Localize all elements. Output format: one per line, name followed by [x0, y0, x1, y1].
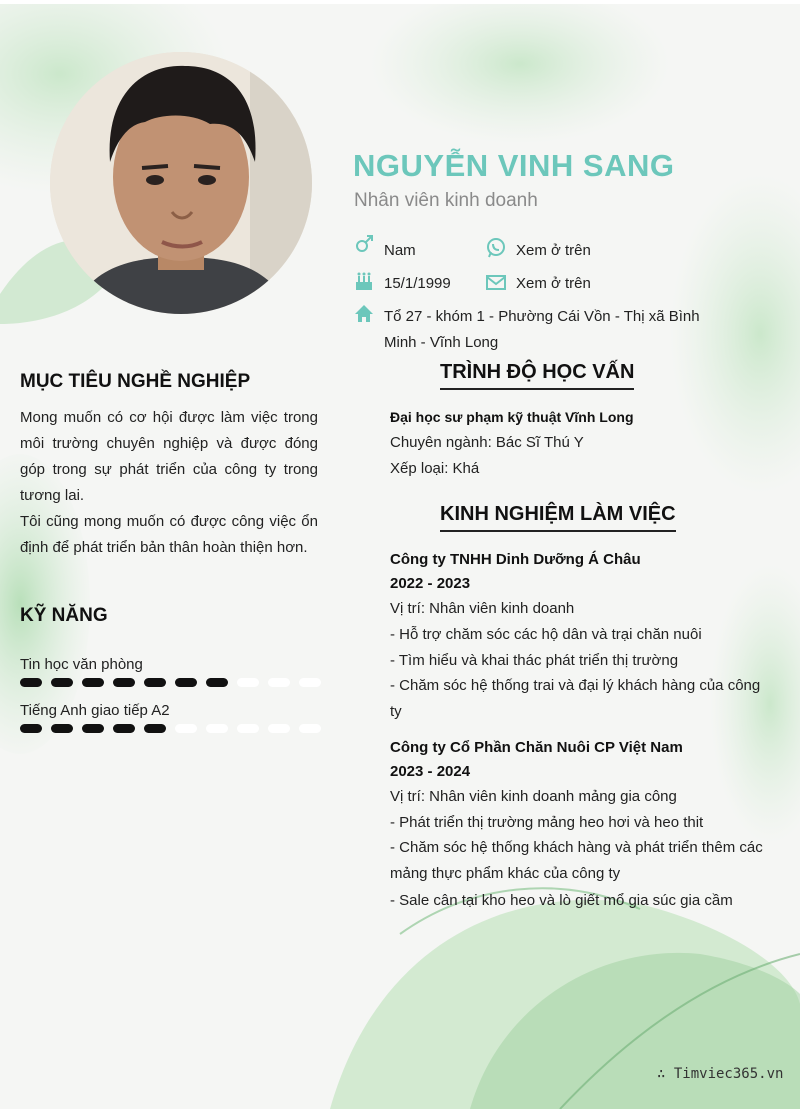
education-grade: Xếp loại: Khá	[390, 460, 480, 477]
job-2-duty-1: - Phát triển thị trường mảng heo hơi và heo thit	[390, 814, 704, 831]
profile-photo	[50, 52, 312, 314]
skill-dot-filled	[82, 724, 104, 733]
skill-dot-filled	[206, 678, 228, 687]
address-line-1: Tổ 27 - khóm 1 - Phường Cái Vồn - Thị xã Bình	[384, 308, 700, 325]
skill-dot-filled	[20, 724, 42, 733]
email-value: Xem ở trên	[516, 275, 591, 292]
job-1-company: Công ty TNHH Dinh Dưỡng Á Châu	[390, 551, 641, 568]
skill-dot-filled	[82, 678, 104, 687]
job-2-duty-2: - Chăm sóc hệ thống khách hàng và phát triển thêm các mảng thực phẩm khác của công ty	[390, 839, 763, 882]
skill-dot-empty	[268, 724, 290, 733]
job-title: Nhân viên kinh doanh	[354, 190, 538, 211]
skill-dot-filled	[144, 724, 166, 733]
job-1-position: Vị trí: Nhân viên kinh doanh	[390, 600, 575, 617]
objective-paragraph-1: Mong muốn có cơ hội được làm việc trong môi trường chuyên nghiệp và được đóng góp trong sự phát triển của công ty trong tương lai.	[20, 409, 318, 504]
skill-dot-empty	[268, 678, 290, 687]
skill-dot-filled	[175, 678, 197, 687]
cv-page	[0, 4, 800, 1109]
avatar-illustration	[50, 52, 312, 314]
birthdate-value: 15/1/1999	[384, 275, 451, 292]
job-1-period: 2022 - 2023	[390, 575, 471, 592]
job-2-position: Vị trí: Nhân viên kinh doanh mảng gia công	[390, 788, 677, 805]
skill-dot-filled	[144, 678, 166, 687]
candidate-name: NGUYỄN VINH SANG	[353, 148, 675, 183]
skill-dot-filled	[113, 724, 135, 733]
skill-rating-english	[20, 724, 320, 734]
address-line-2: Minh - Vĩnh Long	[384, 334, 499, 351]
skill-dot-filled	[51, 678, 73, 687]
skill-dot-empty	[299, 724, 321, 733]
skill-dot-filled	[113, 678, 135, 687]
job-2-company: Công ty Cổ Phần Chăn Nuôi CP Việt Nam	[390, 739, 683, 756]
phone-value: Xem ở trên	[516, 242, 591, 259]
email-envelope-icon	[486, 272, 506, 292]
skill-dot-empty	[237, 724, 259, 733]
home-address-icon	[354, 304, 374, 324]
whatsapp-phone-icon	[486, 238, 506, 258]
skill-dot-filled	[51, 724, 73, 733]
education-school: Đại học sư phạm kỹ thuật Vĩnh Long	[390, 409, 634, 425]
skill-label-office: Tin học văn phòng	[20, 656, 143, 673]
gender-value: Nam	[384, 242, 416, 259]
gender-icon	[354, 234, 374, 254]
objective-paragraph-2: Tôi cũng mong muốn có được công việc ổn định để phát triển bản thân hoàn thiện hơn.	[20, 513, 318, 556]
skill-dot-empty	[175, 724, 197, 733]
job-1-duty-2: - Tìm hiểu và khai thác phát triển thị trường	[390, 652, 679, 669]
job-1-duty-1: - Hỗ trợ chăm sóc các hộ dân và trại chăn nuôi	[390, 626, 702, 643]
objective-heading: MỤC TIÊU NGHỀ NGHIỆP	[20, 371, 251, 392]
education-major: Chuyên ngành: Bác Sĩ Thú Y	[390, 434, 584, 451]
birthday-cake-icon	[354, 272, 374, 292]
education-heading: TRÌNH ĐỘ HỌC VẤN	[440, 361, 634, 390]
skill-dot-empty	[237, 678, 259, 687]
skill-label-english: Tiếng Anh giao tiếp A2	[20, 702, 170, 719]
job-1-duty-3: - Chăm sóc hệ thống trai và đại lý khách hàng của công ty	[390, 677, 761, 720]
job-2-duty-3: - Sale cân tại kho heo và lò giết mổ gia súc gia cầm	[390, 892, 733, 909]
experience-heading: KINH NGHIỆM LÀM VIỆC	[440, 503, 676, 532]
skill-dot-empty	[206, 724, 228, 733]
skills-heading: KỸ NĂNG	[20, 605, 108, 626]
objective-text	[20, 405, 318, 561]
skill-dot-empty	[299, 678, 321, 687]
skill-dot-filled	[20, 678, 42, 687]
site-watermark: ∴ Timviec365.vn	[657, 1066, 784, 1082]
skill-rating-office	[20, 678, 320, 688]
job-2-period: 2023 - 2024	[390, 763, 471, 780]
